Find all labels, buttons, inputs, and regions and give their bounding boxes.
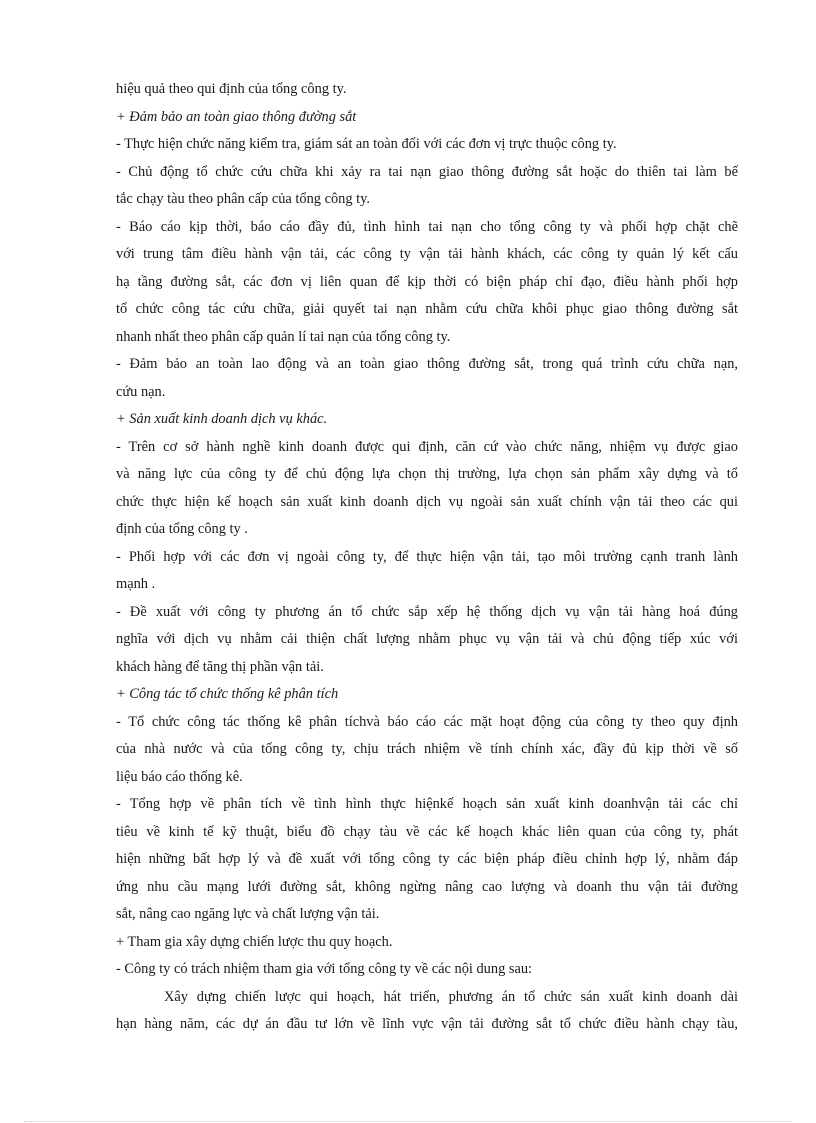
text-line: - Đảm bảo an toàn lao động và an toàn giao thông đường sắt, trong quá trình cứu chữa nạn, [116,356,738,372]
text-line: - Thực hiện chức năng kiểm tra, giám sát an toàn đối với các đơn vị trực thuộc công ty. [116,136,617,152]
text-line-indented: Xây dựng chiến lược qui hoạch, hát triển, phương án tổ chức sán xuất kinh doanh dài [164,988,738,1005]
text-line: hạ tầng đường sắt, các đơn vị liên quan để kịp thời có biện pháp chỉ đạo, điều hành phối hợp [116,273,738,290]
section-heading-strategy: + Tham gia xây dựng chiến lược thu quy hoạch. [116,933,393,950]
text-line: - Chủ động tổ chức cứu chữa khi xảy ra tai nạn giao thông đường sắt hoặc do thiên tai làm bế [116,163,738,180]
text-line: cứu nạn. [116,383,166,400]
text-line: hạn hàng năm, các dự án đầu tư lớn về lĩnh vực vận tải đường sắt tổ chức điều hành chạy tàu, [116,1016,738,1032]
text-line: tiêu về kinh tế kỹ thuật, biểu đồ chạy tàu về các kế hoạch khác liên quan của công ty, phát [116,823,738,840]
section-heading-statistics: + Công tác tổ chức thống kê phân tích [116,686,339,702]
text-line: chức thực hiện kế hoạch sản xuất kinh doanh dịch vụ ngoài sản xuất chính vận tải theo các qui [116,493,738,510]
text-line: tổ chức công tác cứu chữa, giải quyết tai nạn nhằm cứu chữa khôi phục giao thông đường sắt [116,301,738,317]
text-line: nhanh nhất theo phân cấp quản lí tai nạn của tổng công ty. [116,328,451,345]
text-line: khách hàng để tăng thị phần vận tải. [116,658,324,675]
page-bottom-divider [24,1121,792,1122]
text-line: định của tổng công ty . [116,521,248,537]
text-line: của nhà nước và của tổng công ty, chịu trách nhiệm về tính chính xác, đầy đủ kịp thời về số [116,741,738,757]
text-line: mạnh . [116,576,156,592]
text-line: hiệu quả theo qui định của tổng công ty. [116,81,347,97]
text-line: tắc chạy tàu theo phân cấp của tổng công ty. [116,191,370,207]
text-line: với trung tâm điều hành vận tải, các công ty vận tải hành khách, các công ty quản lý kết cấu [116,246,738,262]
text-line: - Đề xuất với công ty phương án tổ chức sắp xếp hệ thống dịch vụ vận tải hàng hoá đúng [116,603,738,620]
section-heading-railway-safety: + Đảm bảo an toàn giao thông đường sắt [116,108,357,125]
text-line: sắt, nâng cao ngăng lực và chất lượng vận tải. [116,906,380,922]
text-line: liệu báo cáo thống kê. [116,768,243,785]
text-line: - Công ty có trách nhiệm tham gia với tổng công ty về các nội dung sau: [116,961,533,977]
document-page [116,76,738,1039]
text-line: ứng nhu cầu mạng lưới đường sắt, không ngừng nâng cao lượng và doanh thu vận tải đường [116,878,738,895]
text-line: - Tổng hợp về phân tích về tình hình thực hiệnkế hoạch sản xuất kinh doanhvận tải các chỉ [116,796,738,812]
text-line: hiện những bất hợp lý và đề xuất với tổng công ty các biện pháp điều chỉnh hợp lý, nhằm đáp [116,851,738,867]
text-line: và năng lực của công ty để chủ động lựa chọn thị trường, lựa chọn sản phẩm xây dựng và tổ [116,466,738,482]
text-line: - Trên cơ sở hành nghề kinh doanh được qui định, căn cứ vào chức năng, nhiệm vụ được giao [116,438,738,455]
section-heading-other-services: + Sản xuất kinh doanh dịch vụ khác. [116,411,328,427]
text-line: - Báo cáo kịp thời, báo cáo đầy đủ, tình hình tai nạn cho tổng công ty và phối hợp chặt chẽ [116,218,738,235]
text-line: - Phối hợp với các đơn vị ngoài công ty, để thực hiện vận tải, tạo môi trường cạnh tranh lành [116,548,738,565]
text-line: nghĩa với dịch vụ nhằm cải thiện chất lượng nhằm phục vụ vận tải và chủ động tiếp xúc với [116,631,738,647]
text-line: - Tổ chức công tác thống kê phân tíchvà báo cáo các mặt hoạt động của công ty theo quy định [116,713,738,730]
